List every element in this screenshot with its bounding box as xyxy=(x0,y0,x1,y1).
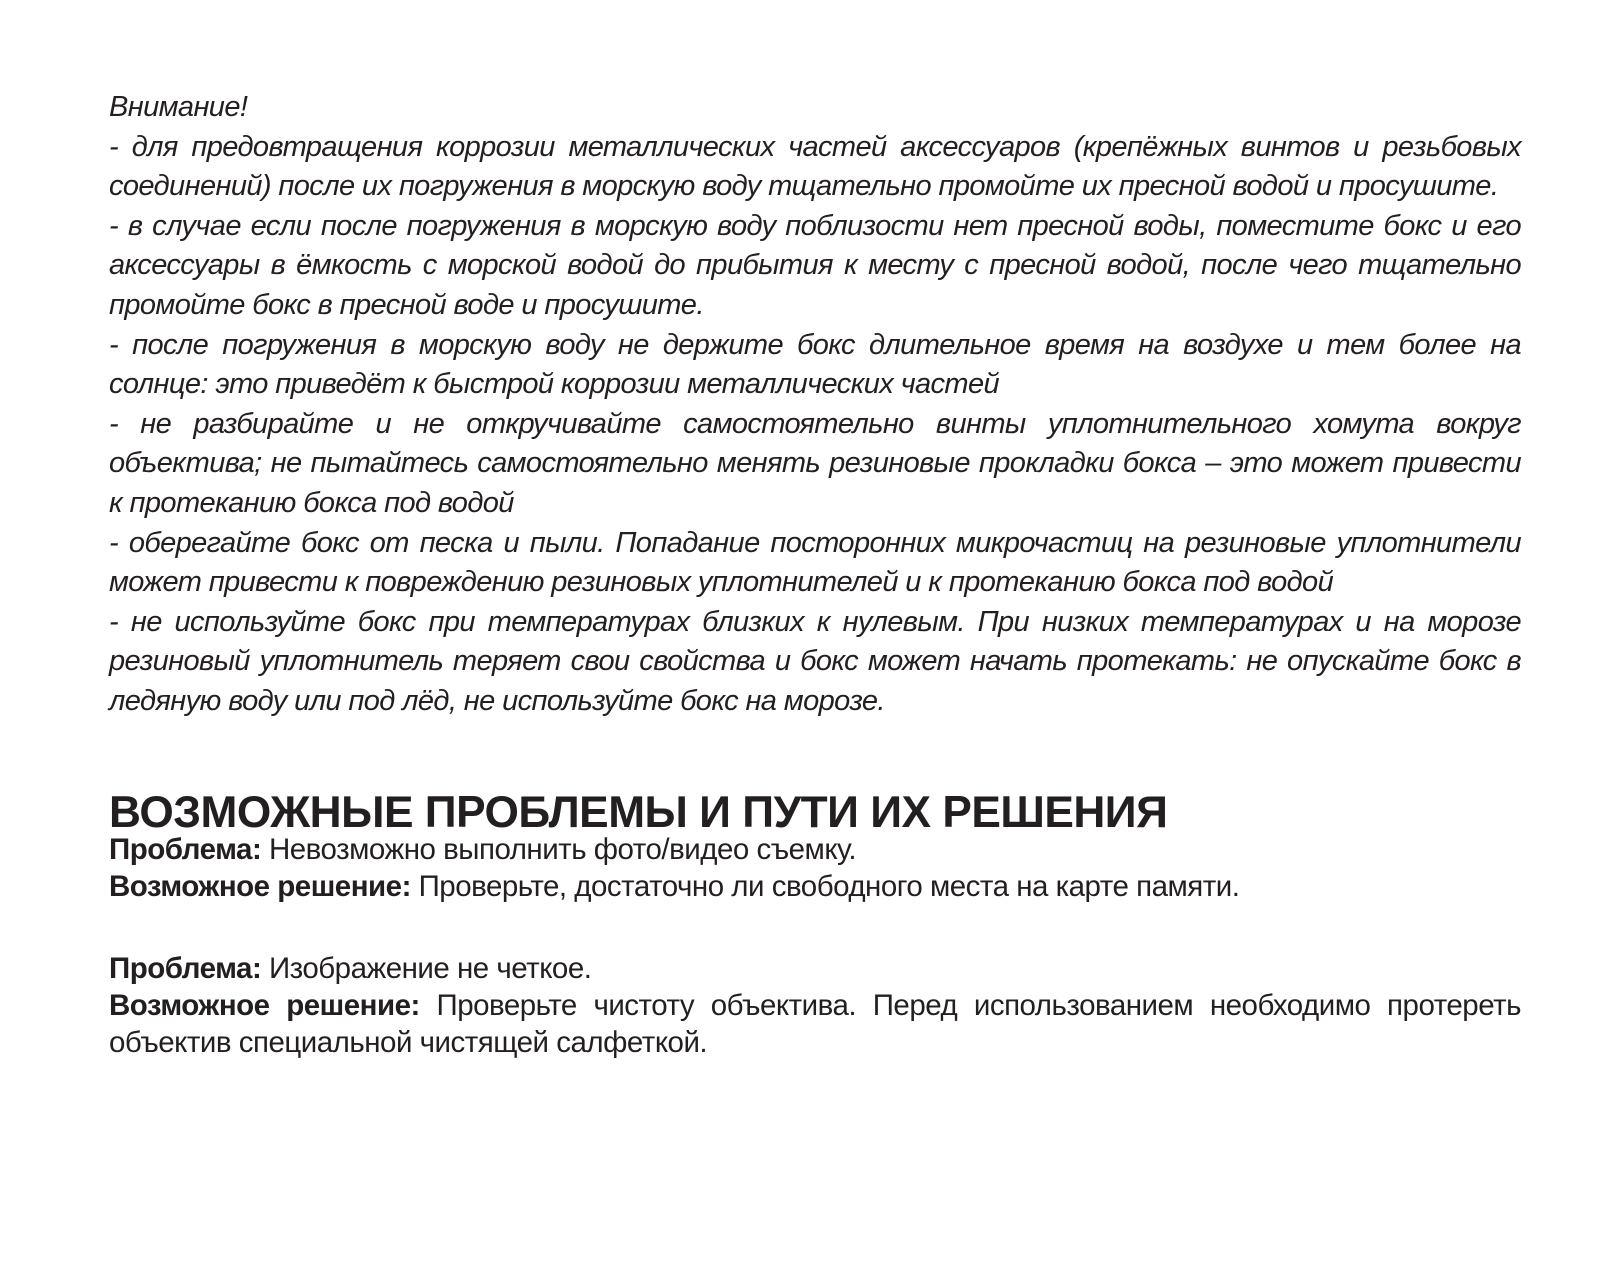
problem-label: Проблема: xyxy=(109,951,262,985)
troubleshooting-entry xyxy=(109,950,1521,1061)
problem-text: Невозможно выполнить фото/видео съемку. xyxy=(261,832,857,866)
problem-line xyxy=(109,831,1521,868)
troubleshooting-entry xyxy=(109,831,1521,905)
problem-label: Проблема: xyxy=(109,832,262,866)
warning-item: - после погружения в морскую воду не держите бокс длительное время на воздухе и тем более на солнце: это приведёт к быстрой коррозии металлических частей xyxy=(109,328,1521,401)
troubleshooting-section xyxy=(109,787,1522,1061)
warning-section xyxy=(109,88,1521,722)
solution-line xyxy=(109,987,1521,1061)
entry-spacer xyxy=(109,905,1521,950)
solution-line xyxy=(109,868,1521,905)
warning-title: Внимание! xyxy=(109,91,248,123)
solution-text: Проверьте, достаточно ли свободного места на карте памяти. xyxy=(410,869,1240,903)
document-page xyxy=(109,88,1521,1061)
problem-text: Изображение не четкое. xyxy=(261,951,592,985)
troubleshooting-heading: ВОЗМОЖНЫЕ ПРОБЛЕМЫ И ПУТИ ИХ РЕШЕНИЯ xyxy=(109,787,1168,837)
warning-item: - оберегайте бокс от песка и пыли. Попадание посторонних микрочастиц на резиновые уплотнители может привести к повреждению резиновых уплотнителей и к протеканию бокса под водой xyxy=(109,526,1521,599)
problem-line xyxy=(109,950,1521,987)
solution-label: Возможное решение: xyxy=(109,988,420,1022)
warning-item: - для предовтращения коррозии металлических частей аксессуаров (крепёжных винтов и резьбовых соединений) после их погружения в морскую воду тщательно промойте их пресной водой и просушите. xyxy=(109,130,1521,203)
warning-item: - не используйте бокс при температурах близких к нулевым. При низких температурах и на морозе резиновый уплотнитель теряет свои свойства и бокс может начать протекать: не опускайте бокс в ледяную воду или под лёд, не используйте бокс на морозе. xyxy=(109,605,1521,717)
warning-item: - не разбирайте и не откручивайте самостоятельно винты уплотнительного хомута вокруг объектива; не пытайтесь самостоятельно менять резиновые прокладки бокса – это может привести к протеканию бокса под водой xyxy=(109,407,1521,519)
warning-item: - в случае если после погружения в морскую воду поблизости нет пресной воды, поместите бокс и его аксессуары в ёмкость с морской водой до прибытия к месту с пресной водой, после чего тщательно промойте бокс в пресной воде и просушите. xyxy=(109,209,1521,321)
solution-text: Проверьте чистоту объектива. Перед использованием необходимо протереть объектив специальной чистящей салфеткой. xyxy=(109,988,1522,1059)
solution-label: Возможное решение: xyxy=(109,869,411,903)
